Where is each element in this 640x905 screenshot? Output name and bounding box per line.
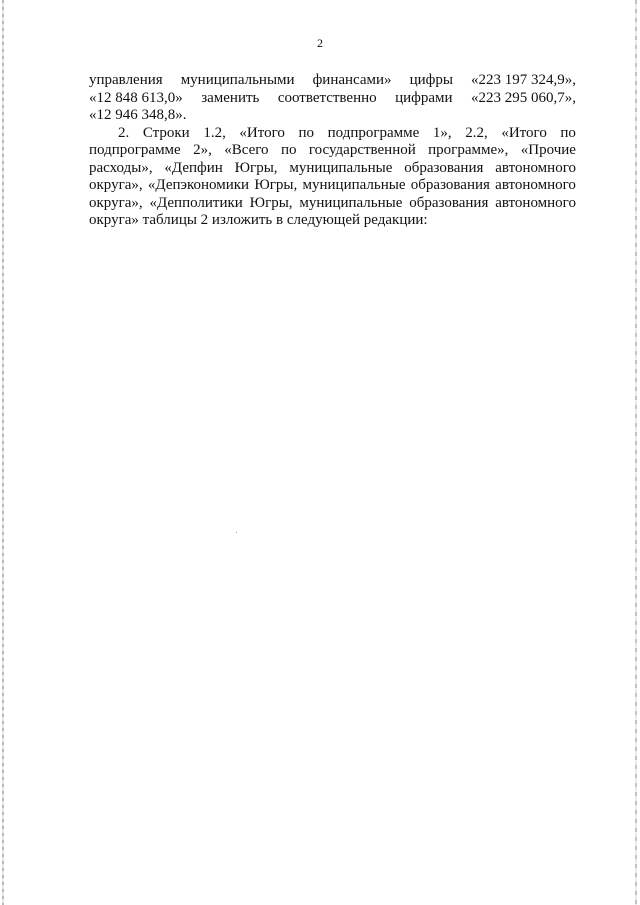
word: заменить — [201, 89, 260, 106]
word: Югры, — [249, 194, 293, 211]
text-line — [89, 125, 576, 143]
word: муниципальными — [180, 72, 295, 88]
word: Строки — [142, 124, 190, 141]
word: расходы», — [89, 159, 153, 176]
word: образования — [409, 194, 489, 211]
word: автономного — [495, 159, 576, 176]
word: «Прочие — [520, 142, 576, 158]
text-line — [89, 160, 576, 178]
word: программе», — [428, 142, 509, 158]
word: 2. — [118, 124, 130, 141]
word: округа», — [89, 177, 143, 193]
word: округа» таблицы 2 изложить в следующей редакции: — [89, 212, 428, 228]
word: 2», — [193, 142, 212, 158]
scan-edge-left — [2, 0, 4, 905]
word: 1», — [432, 124, 452, 141]
word: муниципальные — [302, 177, 406, 193]
word: Югры, — [254, 177, 298, 193]
word: «223 295 060,7», — [470, 89, 576, 106]
word: образования — [410, 177, 490, 193]
word: «223 197 324,9», — [470, 72, 576, 88]
word: 1.2, — [203, 124, 226, 141]
text-line — [89, 177, 576, 195]
scan-speck — [236, 532, 237, 533]
word: управления — [89, 72, 163, 88]
word: финансами» — [312, 72, 392, 88]
text-line — [89, 107, 576, 125]
text-line — [89, 90, 576, 108]
word: «Итого — [239, 124, 285, 141]
word: муниципальные — [289, 159, 393, 176]
word: Югры, — [234, 159, 278, 176]
scan-edge-right — [635, 0, 637, 905]
text-line — [89, 72, 576, 90]
text-line — [89, 195, 576, 213]
text-line — [89, 142, 576, 160]
word: по — [298, 124, 314, 141]
word: цифры — [409, 72, 453, 88]
word: государственной — [308, 142, 416, 158]
text-line — [89, 212, 576, 230]
word: автономного — [495, 194, 576, 211]
word: округа», — [89, 194, 143, 211]
word: «Депэкономики — [147, 177, 250, 193]
word: автономного — [495, 177, 576, 193]
word: «Депполитики — [149, 194, 243, 211]
body-text — [89, 72, 576, 230]
word: соответственно — [277, 89, 377, 106]
word: по — [560, 124, 576, 141]
word: «Итого — [501, 124, 547, 141]
word: подпрограмме — [89, 142, 181, 158]
word: 2.2, — [465, 124, 488, 141]
word: подпрограмме — [327, 124, 420, 141]
word: «Всего — [224, 142, 269, 158]
word: «12 848 613,0» — [89, 89, 183, 106]
word: цифрами — [395, 89, 453, 106]
word: «Депфин — [164, 159, 223, 176]
word: образования — [404, 159, 484, 176]
word: по — [280, 142, 297, 158]
word: «12 946 348,8». — [89, 107, 187, 123]
page-number: 2 — [317, 36, 323, 50]
word: муниципальные — [299, 194, 403, 211]
